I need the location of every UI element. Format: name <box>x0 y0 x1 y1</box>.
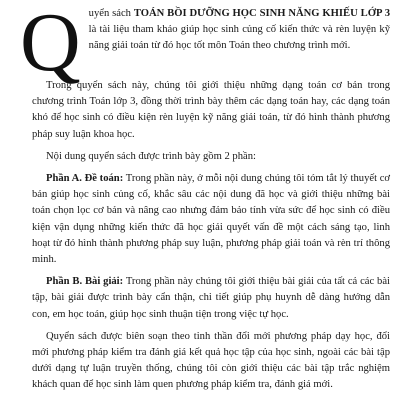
part-a-text: Trong phần này, ở mỗi nội dung chúng tôi tóm tắt lý thuyết cơ bản giúp học sinh củng cố, khắc sâu các nội dung đã học và giới thiệu những bài toán chọn lọc cơ bản và nâng cao nhưng đảm bảo tính vừa sức để học sinh có điều kiện vận dụng những kiến thức đã học giải quyết vấn đề một cách sáng tạo, linh hoạt từ đó hình thành phương pháp suy luận, phương pháp giải toán và rèn trí thông minh. <box>32 173 390 266</box>
paragraph-structure: Nội dung quyển sách được trình bày gồm 2 phần: <box>46 150 256 162</box>
part-b-text: Trong phần này chúng tôi giới thiệu bài giải của tất cả các bài tập, bài giải được trình bày cẩn thận, chi tiết giúp phụ huynh dễ dàng hướng dẫn con, em học toán, giúp học sinh thuận tiện trong việc tự học. <box>32 276 390 320</box>
intro-lead: uyển sách <box>88 8 134 19</box>
paragraph-part-b <box>32 274 390 323</box>
book-title: TOÁN BỒI DƯỠNG HỌC SINH NĂNG KHIẾU LỚP 3 <box>133 8 391 19</box>
intro-rest: là tài liệu tham khảo giúp học sinh củng cố kiến thức và rèn luyện kỹ năng giải toán từ đó học tốt môn Toán theo chương trình mới. <box>88 24 390 52</box>
paragraph-overview: Trong quyển sách này, chúng tôi giới thiệu những dạng toán cơ bản trong chương trình Toán lớp 3, đồng thời trình bày thêm các dạng toán hay, các dạng toán khó để học sinh có điều kiện rèn luyện kỹ năng giải toán, từ đó hình thành phương pháp suy luận khoa học. <box>32 80 390 140</box>
paragraph-methodology: Quyển sách được biên soạn theo tinh thần đổi mới phương pháp dạy học, đổi mới phương pháp kiểm tra đánh giá kết quả học tập của học sinh, ngoài các bài tập dưới dạng tự luận truyền thống, chúng tôi còn giới thiệu các bài tập trắc nghiệm khách quan để học sinh làm quen phương pháp kiểm tra, đánh giá mới. <box>32 330 390 391</box>
part-a-label: Phần A. Đề toán: <box>46 173 124 185</box>
drop-cap: Q <box>20 0 81 89</box>
paragraph-part-a <box>32 171 390 268</box>
intro-paragraph <box>32 6 390 55</box>
part-b-label: Phần B. Bài giải: <box>46 276 124 288</box>
